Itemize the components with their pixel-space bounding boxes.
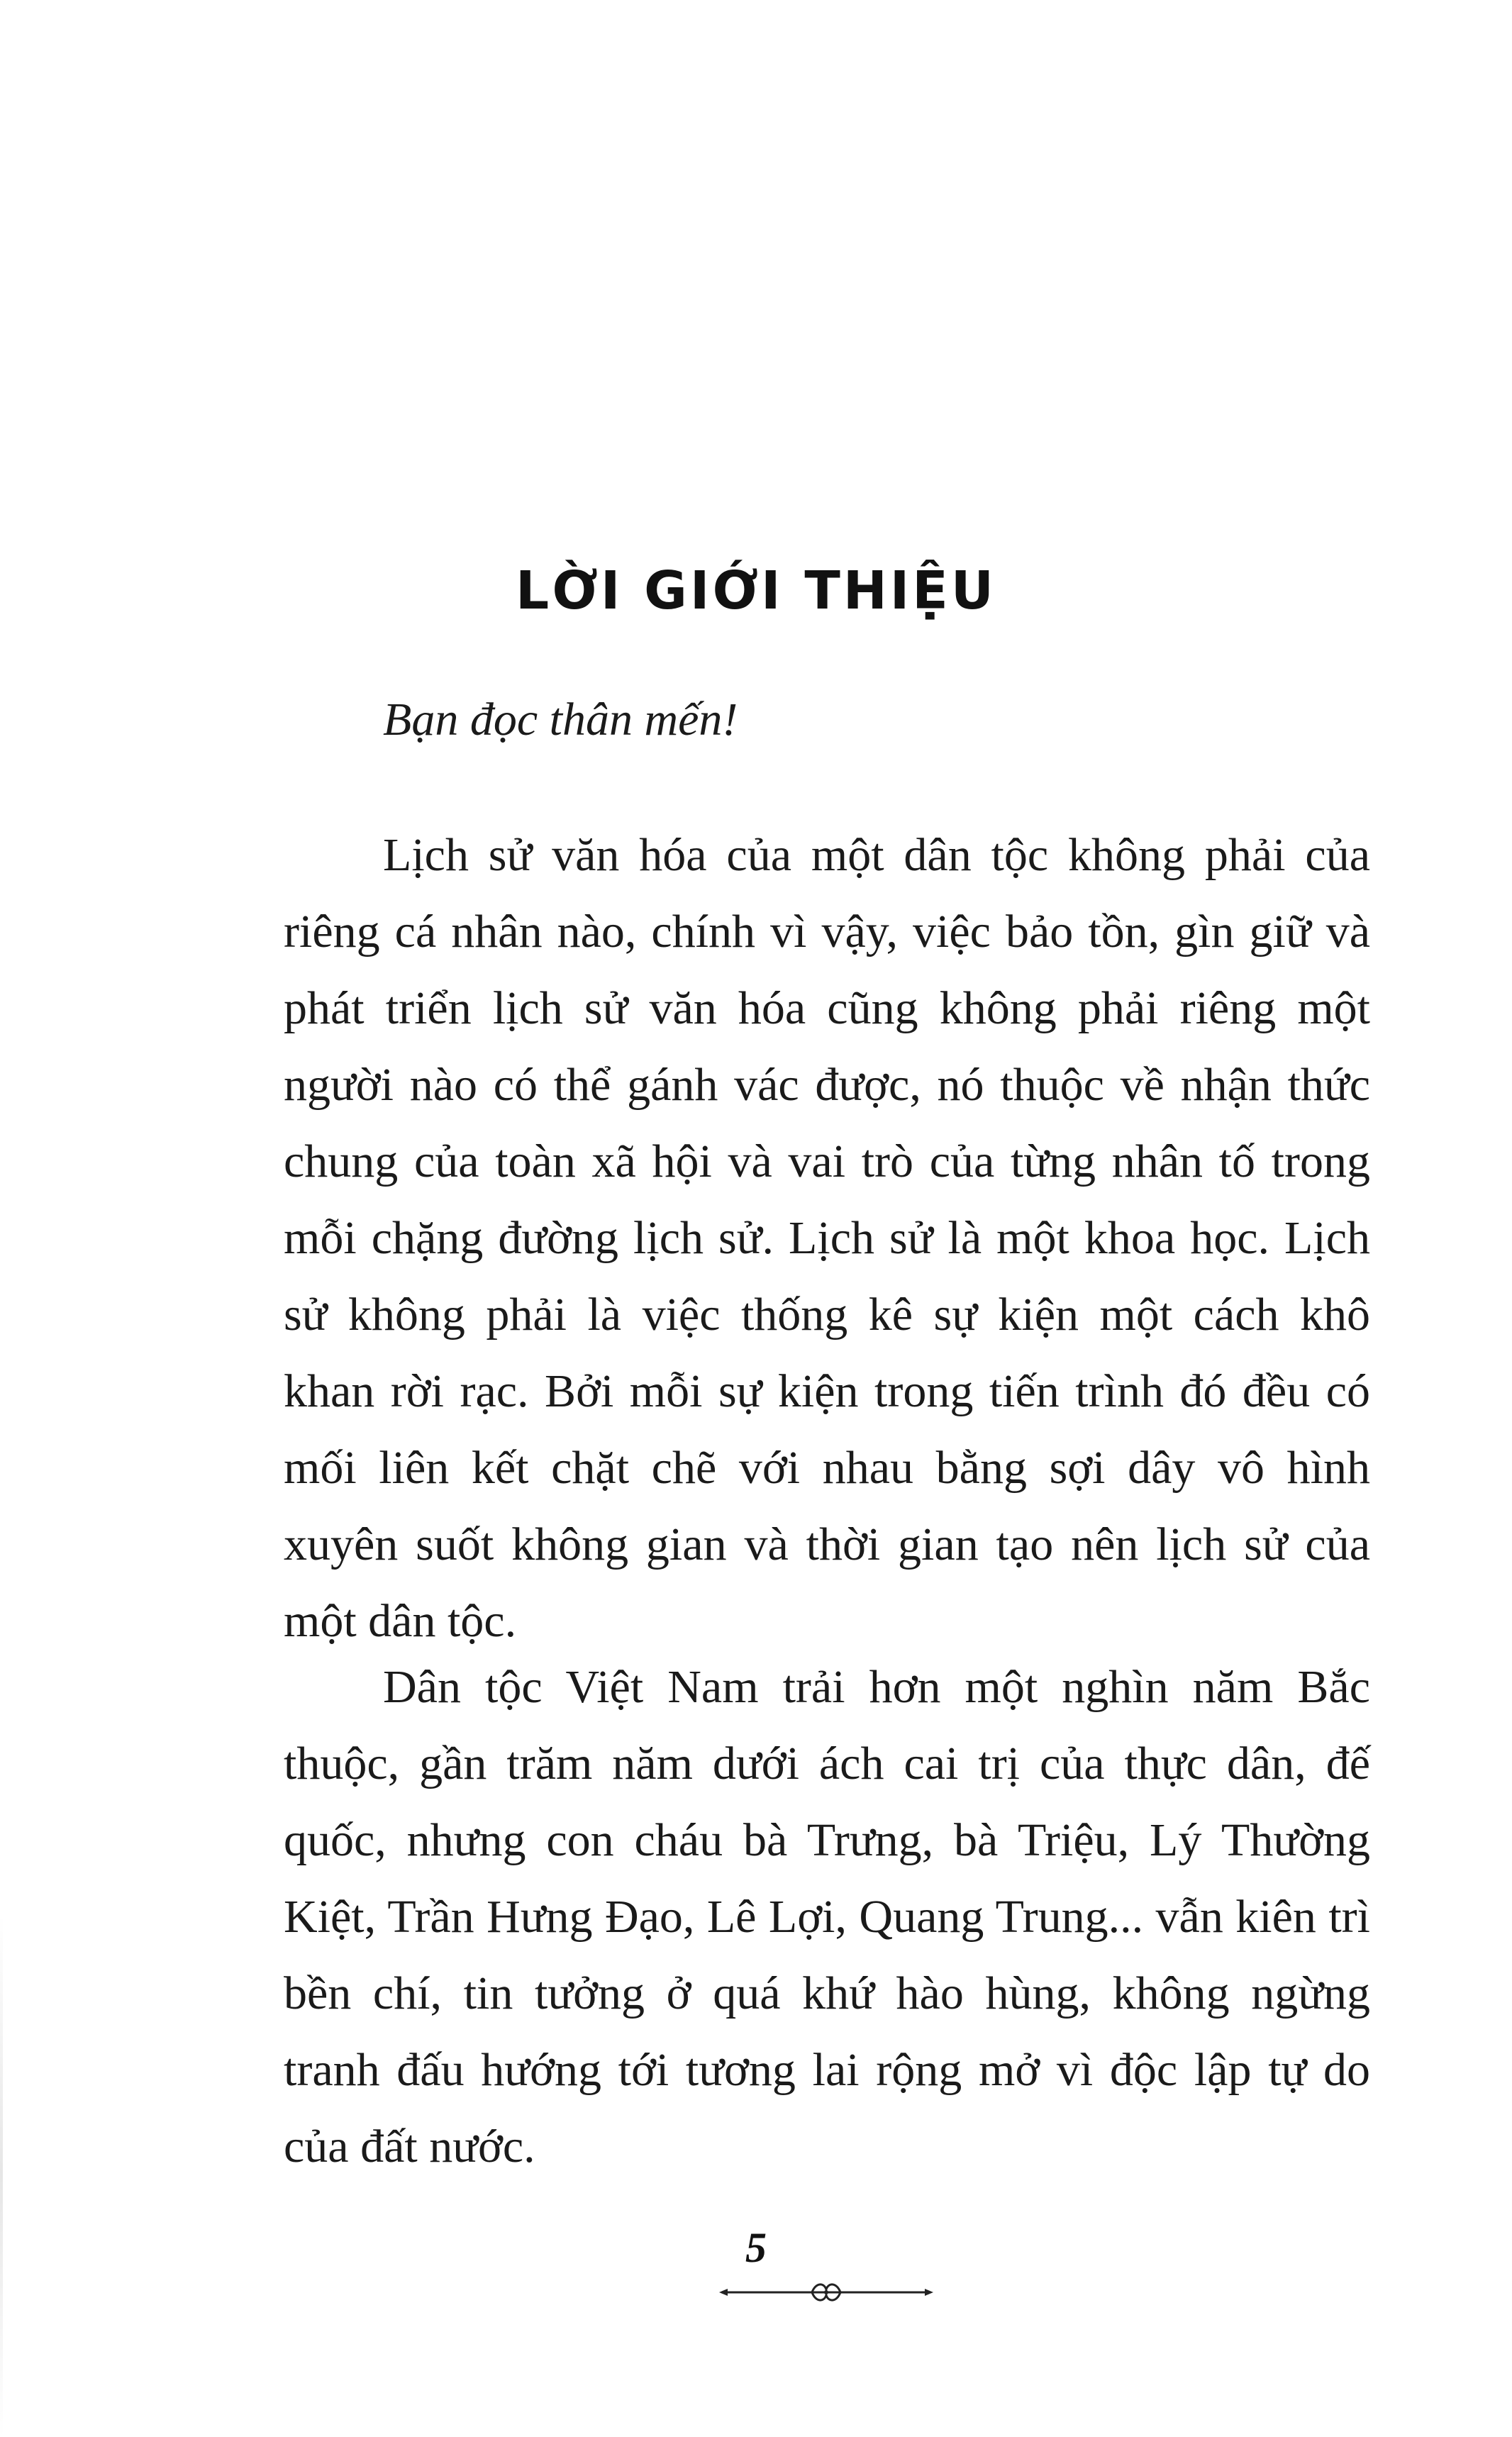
scroll-ornament-icon <box>716 2278 936 2306</box>
page-edge-shadow <box>0 1915 3 2437</box>
paragraph-1: Lịch sử văn hóa của một dân tộc không phải của riêng cá nhân nào, chính vì vậy, việc bảo tồn, gìn giữ và phát triển lịch sử văn hóa cũng không phải riêng một người nào có thể gánh vác được, nó thuộc về nhận thức chung của toàn xã hội và vai trò của từng nhân tố trong mỗi chặng đường lịch sử. Lịch sử là một khoa học. Lịch sử không phải là việc thống kê sự kiện một cách khô khan rời rạc. Bởi mỗi sự kiện trong tiến trình đó đều có mối liên kết chặt chẽ với nhau bằng sợi dây vô hình xuyên suốt không gian và thời gian tạo nên lịch sử của một dân tộc. <box>284 829 1370 1647</box>
greeting: Bạn đọc thân mến! <box>383 694 738 745</box>
page-title: LỜI GIỚI THIỆU <box>516 560 996 621</box>
paragraph-2: Dân tộc Việt Nam trải hơn một nghìn năm Bắc thuộc, gần trăm năm dưới ách cai trị của thực dân, đế quốc, nhưng con cháu bà Trưng, bà Triệu, Lý Thường Kiệt, Trần Hưng Đạo, Lê Lợi, Quang Trung... vẫn kiên trì bền chí, tin tưởng ở quá khứ hào hùng, không ngừng tranh đấu hướng tới tương lai rộng mở vì độc lập tự do của đất nước. <box>284 1661 1370 2172</box>
page-number: 5 <box>745 2224 767 2271</box>
